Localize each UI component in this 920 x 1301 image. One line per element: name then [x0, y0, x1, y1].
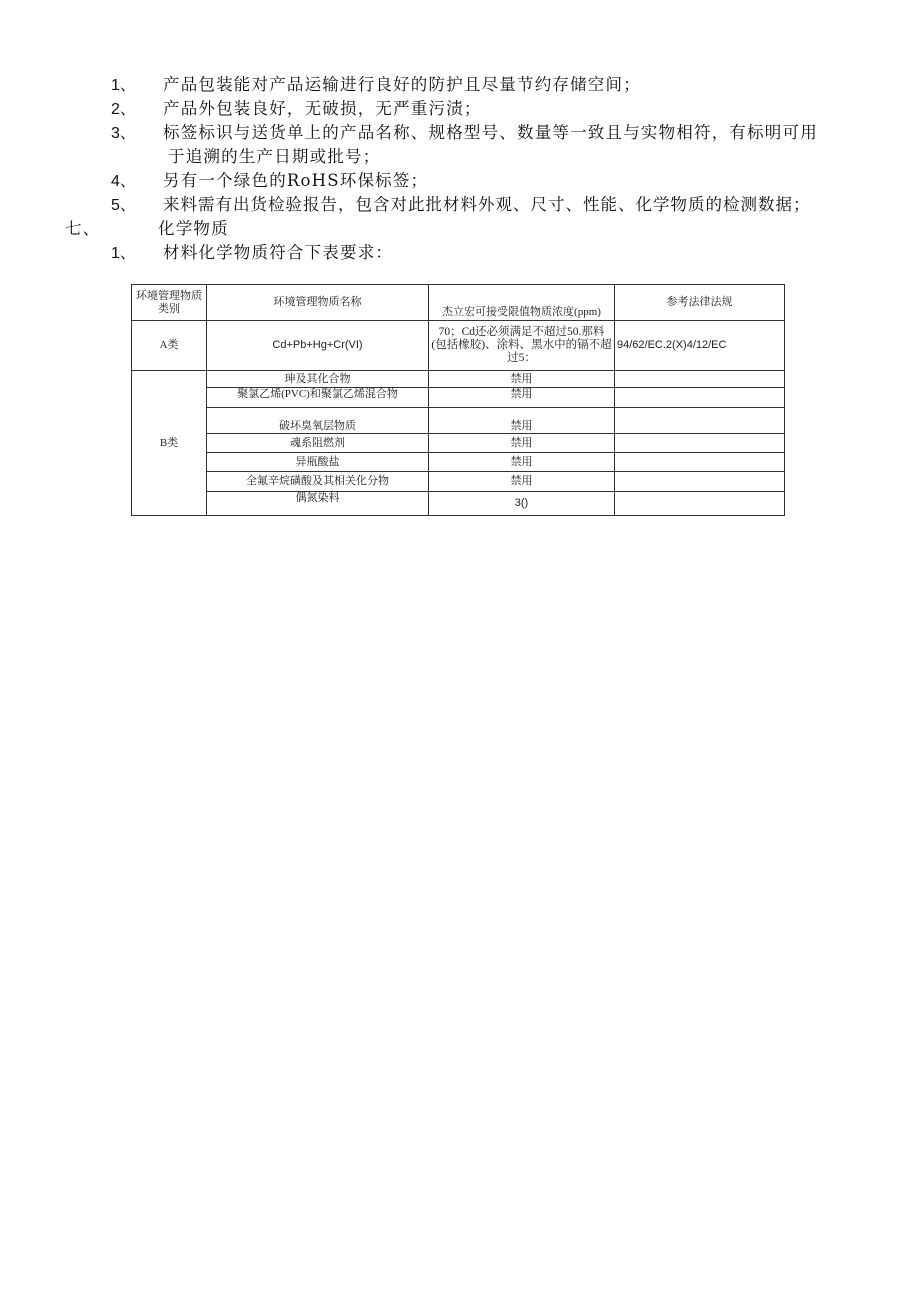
list-text: 产品外包装良好，无破损，无严重污渍； — [163, 99, 482, 118]
list-text: 材料化学物质符合下表要求： — [163, 243, 394, 262]
b-limit: 禁用 — [429, 434, 615, 453]
b-substance-name: 偶氮染料 — [207, 492, 429, 516]
header-category: 环境管理物质类别 — [132, 285, 207, 321]
table-row — [132, 453, 785, 472]
list-number: 2、 — [111, 101, 136, 118]
section-title: 化学物质 — [158, 219, 229, 238]
list-number: 1、 — [111, 77, 136, 94]
a-substance-name: Cd+Pb+Hg+Cr(VI) — [207, 321, 429, 371]
b-limit: 禁用 — [429, 472, 615, 492]
table-row — [132, 371, 785, 388]
b-limit: 禁用 — [429, 388, 615, 408]
table-header-row — [132, 285, 785, 321]
b-substance-name: 珅及其化合物 — [207, 371, 429, 388]
a-regulation: 94/62/EC.2(X)4/12/EC — [615, 321, 785, 371]
b-limit: 禁用 — [429, 453, 615, 472]
table-row — [132, 472, 785, 492]
list-number: 1、 — [111, 245, 136, 262]
list-text: 另有一个绿色的RoHS环保标签； — [163, 171, 429, 190]
list-number: 5、 — [111, 197, 136, 214]
chemical-substance-table — [131, 284, 785, 516]
table-row — [132, 408, 785, 434]
class-b: B类 — [132, 371, 207, 516]
header-limit: 杰立宏可接受限值物质浓度(ppm) — [429, 285, 615, 321]
list-text-continued: 于追溯的生产日期或批号； — [168, 147, 381, 166]
b-substance-name: 异瓶酸盐 — [207, 453, 429, 472]
b-substance-name: 魂系阻燃剂 — [207, 434, 429, 453]
b-limit: 禁用 — [429, 371, 615, 388]
list-text: 标签标识与送货单上的产品名称、规格型号、数量等一致且与实物相符，有标明可用 — [163, 123, 818, 142]
list-text: 来料需有出货检验报告，包含对此批材料外观、尺寸、性能、化学物质的检测数据； — [163, 195, 811, 214]
b-regulation — [615, 371, 785, 388]
b-regulation — [615, 408, 785, 434]
b-regulation — [615, 388, 785, 408]
header-regulation: 参考法律法规 — [615, 285, 785, 321]
class-a: A类 — [132, 321, 207, 371]
section-number: 七、 — [65, 219, 101, 238]
table-row — [132, 492, 785, 516]
a-limit: 70；Cd还必须满足不超过50.那料(包括橡胶)、涂料、黑水中的镉不超过5： — [429, 321, 615, 371]
b-regulation — [615, 472, 785, 492]
list-number: 3、 — [111, 125, 136, 142]
b-regulation — [615, 492, 785, 516]
list-number: 4、 — [111, 173, 136, 190]
b-substance-name: 破坏臭氧层物质 — [207, 408, 429, 434]
b-limit: 禁用 — [429, 408, 615, 434]
b-substance-name: 聚氯乙烯(PVC)和聚氯乙烯混合物 — [207, 388, 429, 408]
b-regulation — [615, 453, 785, 472]
table-row — [132, 388, 785, 408]
table-row-a — [132, 321, 785, 371]
header-substance-name: 环境管理物质名称 — [207, 285, 429, 321]
b-substance-name: 全氟辛烷磺酸及其相关化分物 — [207, 472, 429, 492]
b-limit: 3() — [429, 492, 615, 516]
list-text: 产品包装能对产品运输进行良好的防护且尽量节约存储空间； — [163, 75, 641, 94]
b-regulation — [615, 434, 785, 453]
table-row — [132, 434, 785, 453]
